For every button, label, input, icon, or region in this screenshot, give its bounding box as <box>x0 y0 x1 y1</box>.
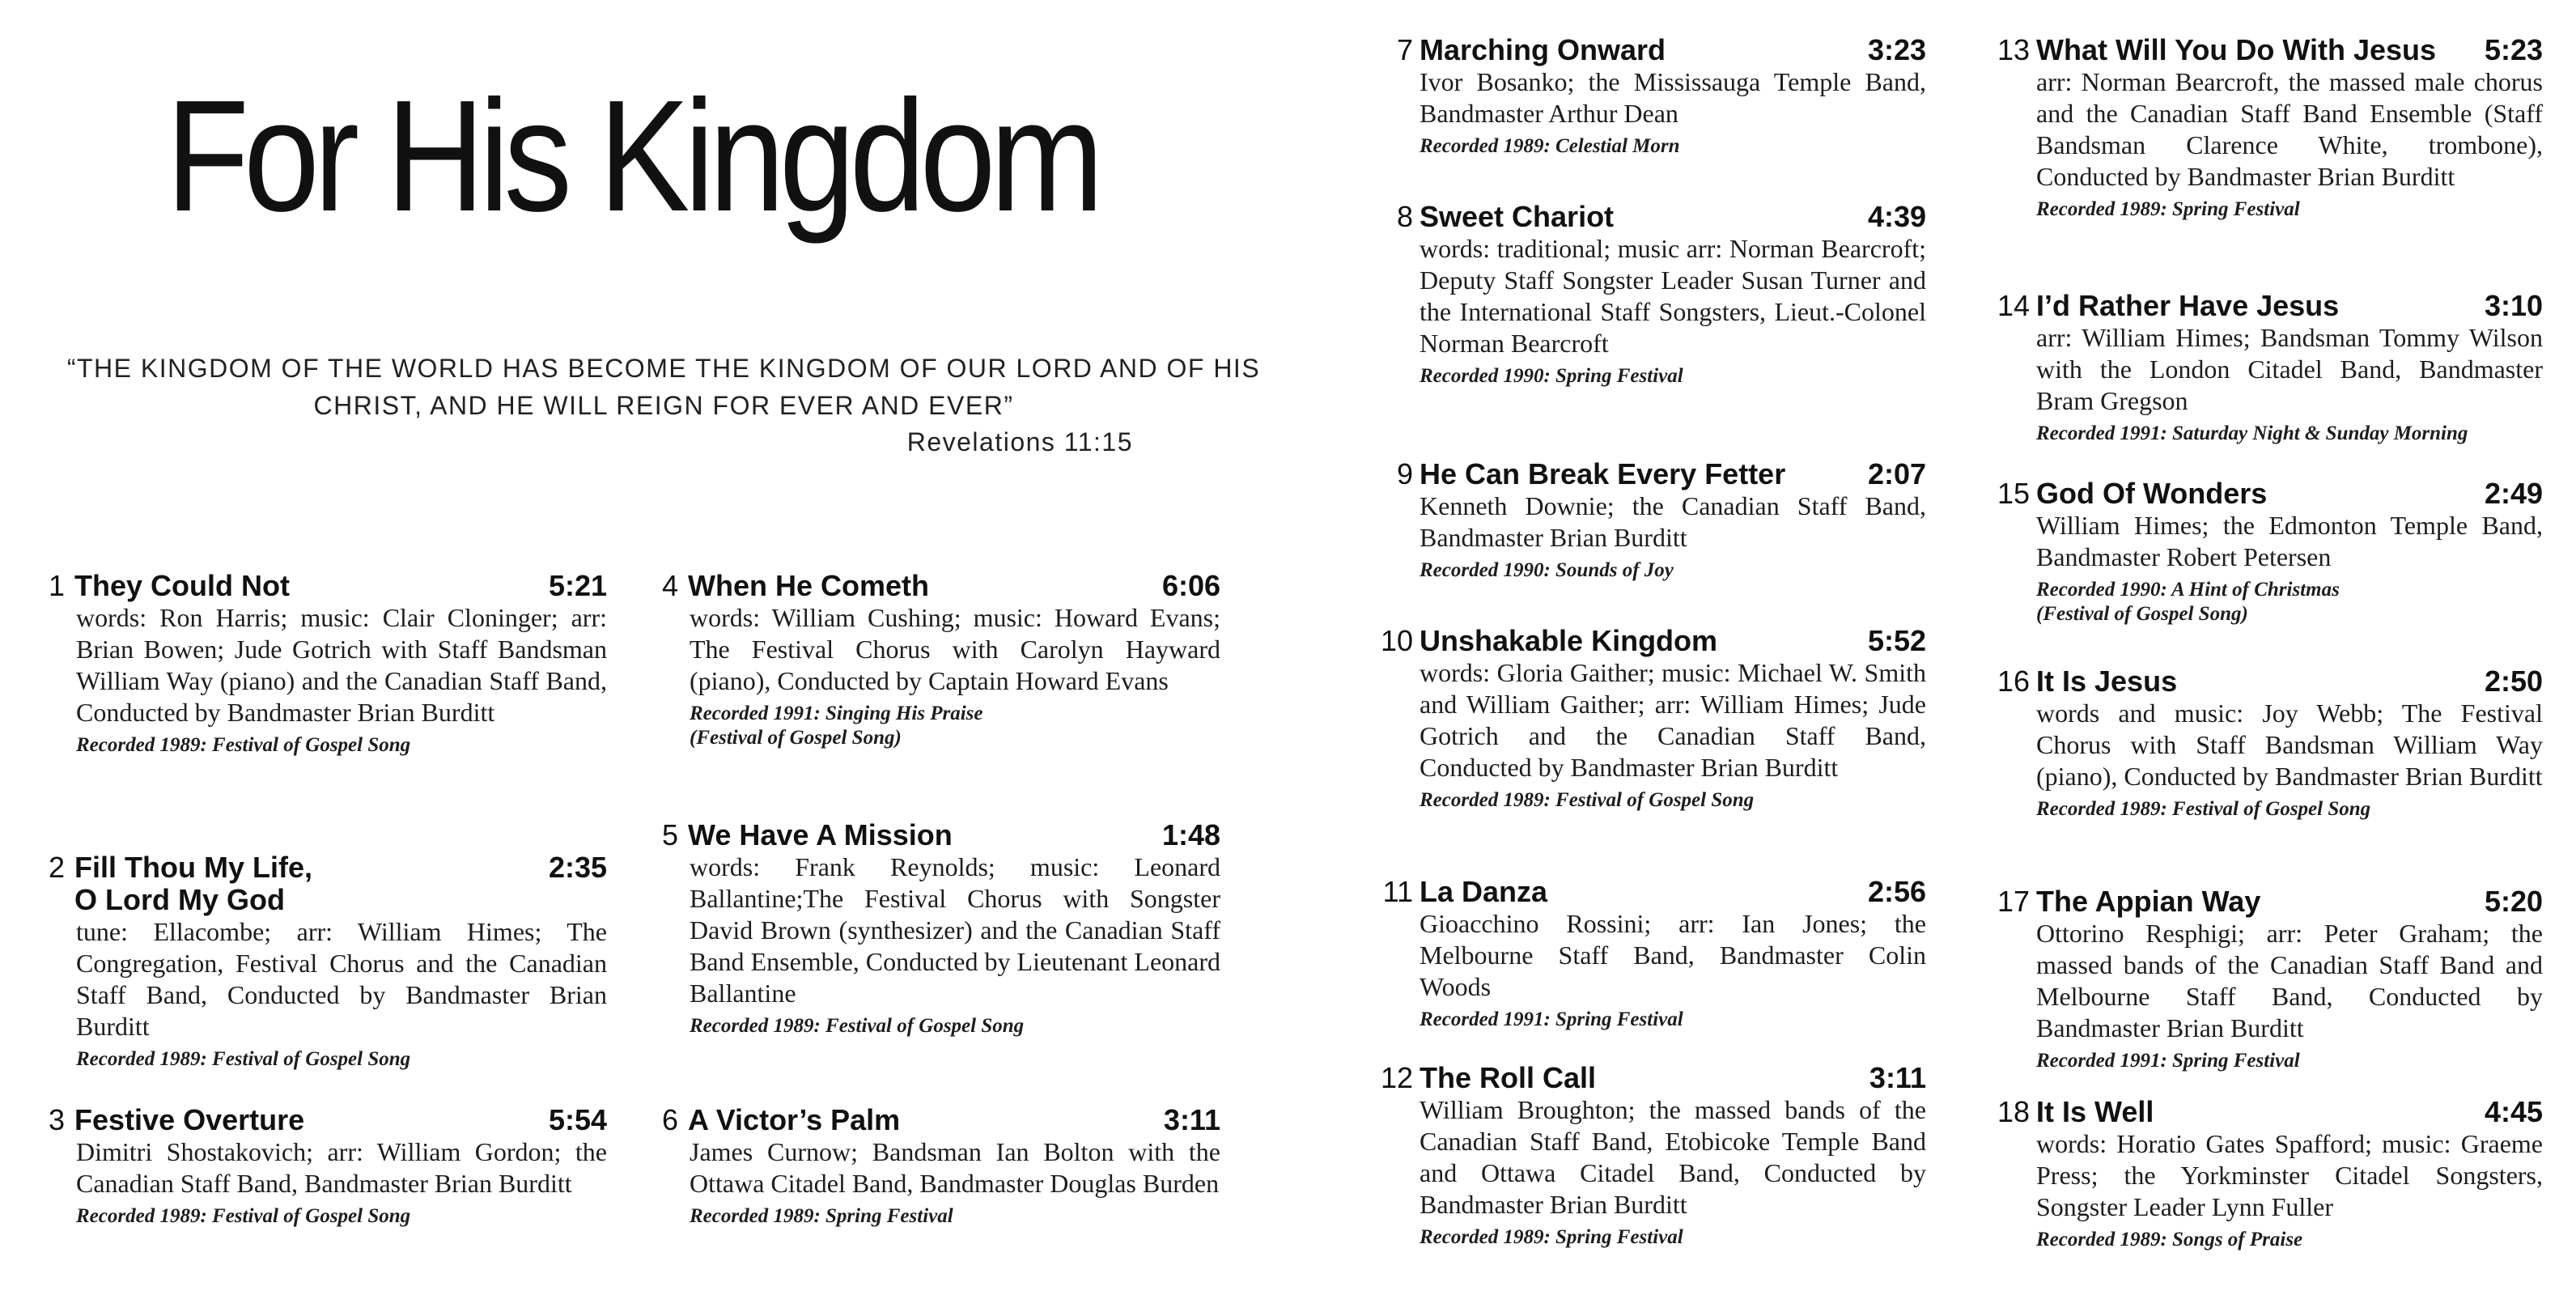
track-credits: words: Frank Reynolds; music: Leonard Ballantine;The Festival Chorus with Songster David Brown (synthesizer) and the Canadian Staff Band Ensemble, Conducted by Lieutenant Leonard Ballantine <box>690 852 1220 1008</box>
track-time: 2:56 <box>1867 875 1926 908</box>
track-title: When He Cometh <box>688 569 930 602</box>
track-1 <box>49 570 607 758</box>
track-recorded: Recorded 1991: Singing His Praise (Festival of Gospel Song) <box>690 703 983 749</box>
track-time: 4:39 <box>1867 200 1926 233</box>
track-4 <box>662 570 1220 750</box>
track-number: 11 <box>1382 875 1413 908</box>
track-number: 13 <box>1997 33 2030 66</box>
track-credits: words: traditional; music arr: Norman Bearcroft; Deputy Staff Songster Leader Susan Turner and the International Staff Songsters, Lieut.-Colonel Norman Bearcroft <box>1420 234 1926 358</box>
track-number: 16 <box>1997 664 2030 698</box>
track-8 <box>1368 201 1926 388</box>
track-number: 6 <box>662 1103 679 1136</box>
track-18 <box>1984 1096 2543 1252</box>
track-credits: Kenneth Downie; the Canadian Staff Band, Bandmaster Brian Burditt <box>1420 491 1926 552</box>
album-title: For His Kingdom <box>166 67 1099 244</box>
track-time: 2:07 <box>1867 457 1926 490</box>
track-credits: words: Gloria Gaither; music: Michael W. Smith and William Gaither; arr: William Himes; Jude Gotrich and the Canadian Staff Band, Conducted by Bandmaster Brian Burditt <box>1420 658 1926 782</box>
track-number: 18 <box>1997 1095 2030 1128</box>
track-15 <box>1984 478 2543 626</box>
track-title: The Roll Call <box>1420 1061 1597 1094</box>
track-time: 3:11 <box>1163 1103 1220 1136</box>
track-number: 9 <box>1396 457 1413 490</box>
track-time: 6:06 <box>1161 569 1220 602</box>
track-title: A Victor’s Palm <box>688 1103 901 1136</box>
track-5 <box>662 819 1220 1038</box>
track-title: It Is Well <box>2036 1095 2154 1128</box>
track-time: 5:23 <box>2484 33 2543 66</box>
track-6 <box>662 1104 1220 1229</box>
track-recorded: Recorded 1989: Spring Festival <box>2036 198 2300 220</box>
track-recorded: Recorded 1989: Festival of Gospel Song <box>1420 789 1755 811</box>
track-7 <box>1368 34 1926 159</box>
track-2 <box>49 851 607 1072</box>
track-time: 5:52 <box>1867 624 1926 657</box>
track-title: La Danza <box>1420 875 1548 908</box>
track-recorded: Recorded 1989: Festival of Gospel Song <box>690 1015 1025 1037</box>
track-credits: Dimitri Shostakovich; arr: William Gordon; the Canadian Staff Band, Bandmaster Brian Burditt <box>76 1137 607 1198</box>
track-title: It Is Jesus <box>2036 664 2178 698</box>
track-number: 1 <box>49 569 66 602</box>
track-3 <box>49 1104 607 1229</box>
track-title: Unshakable Kingdom <box>1420 624 1718 657</box>
track-number: 10 <box>1380 624 1413 657</box>
track-title: Sweet Chariot <box>1420 200 1615 233</box>
track-time: 5:21 <box>548 569 607 602</box>
track-number: 3 <box>49 1103 66 1136</box>
track-credits: William Himes; the Edmonton Temple Band, Bandmaster Robert Petersen <box>2036 511 2543 571</box>
track-14 <box>1984 290 2543 446</box>
track-credits: tune: Ellacombe; arr: William Himes; The Congregation, Festival Chorus and the Canadian Staff Band, Conducted by Bandmaster Brian Burditt <box>76 917 607 1041</box>
track-title: Fill Thou My Life, O Lord My God <box>74 851 313 916</box>
track-recorded: Recorded 1991: Saturday Night & Sunday Morning <box>2036 422 2468 444</box>
track-recorded: Recorded 1989: Festival of Gospel Song <box>2036 798 2371 820</box>
track-credits: words: William Cushing; music: Howard Evans; The Festival Chorus with Carolyn Hayward (piano), Conducted by Captain Howard Evans <box>690 603 1220 695</box>
track-title: Marching Onward <box>1420 33 1666 66</box>
track-time: 3:23 <box>1867 33 1926 66</box>
track-recorded: Recorded 1990: Sounds of Joy <box>1420 559 1674 581</box>
track-recorded: Recorded 1991: Spring Festival <box>1420 1008 1683 1030</box>
track-time: 3:11 <box>1869 1061 1926 1094</box>
track-recorded: Recorded 1989: Songs of Praise <box>2036 1229 2303 1250</box>
track-number: 17 <box>1997 885 2030 918</box>
track-time: 2:50 <box>2484 664 2543 698</box>
track-number: 2 <box>49 851 66 884</box>
track-credits: arr: William Himes; Bandsman Tommy Wilson with the London Citadel Band, Bandmaster Bram Gregson <box>2036 323 2543 415</box>
track-credits: arr: Norman Bearcroft, the massed male chorus and the Canadian Staff Band Ensemble (Staff Bandsman Clarence White, trombone), Conducted by Bandmaster Brian Burditt <box>2036 67 2543 191</box>
track-title: The Appian Way <box>2036 885 2261 918</box>
scripture-quote: “THE KINGDOM OF THE WORLD HAS BECOME THE KINGDOM OF OUR LORD AND OF HIS CHRIST, AND HE WILL REIGN FOR EVER AND EVER” <box>66 354 1261 420</box>
track-credits: words and music: Joy Webb; The Festival Chorus with Staff Bandsman William Way (piano), Conducted by Bandmaster Brian Burditt <box>2036 698 2543 791</box>
track-credits: James Curnow; Bandsman Ian Bolton with the Ottawa Citadel Band, Bandmaster Douglas Burden <box>690 1137 1220 1198</box>
track-title: He Can Break Every Fetter <box>1420 457 1786 490</box>
track-recorded: Recorded 1990: A Hint of Christmas (Festival of Gospel Song) <box>2036 579 2340 625</box>
track-recorded: Recorded 1989: Festival of Gospel Song <box>76 1205 411 1227</box>
track-credits: Gioacchino Rossini; arr: Ian Jones; the Melbourne Staff Band, Bandmaster Colin Woods <box>1420 909 1926 1001</box>
track-title: God Of Wonders <box>2036 477 2268 510</box>
track-10 <box>1368 625 1926 813</box>
track-number: 8 <box>1396 200 1413 233</box>
track-number: 14 <box>1997 289 2030 322</box>
track-credits: William Broughton; the massed bands of the Canadian Staff Band, Etobicoke Temple Band and Ottawa Citadel Band, Conducted by Bandmaster Brian Burditt <box>1420 1095 1926 1219</box>
track-time: 5:20 <box>2484 885 2543 918</box>
track-recorded: Recorded 1989: Spring Festival <box>1420 1226 1683 1248</box>
track-credits: words: Ron Harris; music: Clair Cloninger; arr: Brian Bowen; Jude Gotrich with Staff Bandsman William Way (piano) and the Canadian Staff Band, Conducted by Bandmaster Brian Burditt <box>76 603 607 727</box>
track-number: 4 <box>662 569 679 602</box>
track-recorded: Recorded 1989: Festival of Gospel Song <box>76 734 411 756</box>
track-17 <box>1984 885 2543 1073</box>
track-time: 3:10 <box>2484 289 2543 322</box>
track-12 <box>1368 1062 1926 1250</box>
track-time: 4:45 <box>2484 1095 2543 1128</box>
track-number: 5 <box>662 818 679 851</box>
track-credits: Ivor Bosanko; the Mississauga Temple Band, Bandmaster Arthur Dean <box>1420 67 1926 128</box>
track-title: I’d Rather Have Jesus <box>2036 289 2340 322</box>
track-credits: Ottorino Resphigi; arr: Peter Graham; the massed bands of the Canadian Staff Band and Melbourne Staff Band, Conducted by Bandmaster Brian Burditt <box>2036 919 2543 1042</box>
track-title: We Have A Mission <box>688 818 953 851</box>
track-11 <box>1368 876 1926 1032</box>
track-time: 1:48 <box>1161 818 1220 851</box>
track-recorded: Recorded 1989: Spring Festival <box>690 1205 953 1227</box>
track-recorded: Recorded 1989: Celestial Morn <box>1420 135 1680 157</box>
track-16 <box>1984 665 2543 822</box>
scripture-reference: Revelations 11:15 <box>906 427 1133 456</box>
track-9 <box>1368 458 1926 583</box>
track-number: 15 <box>1997 477 2030 510</box>
track-number: 12 <box>1380 1061 1413 1094</box>
track-recorded: Recorded 1991: Spring Festival <box>2036 1050 2300 1072</box>
track-recorded: Recorded 1990: Spring Festival <box>1420 365 1683 387</box>
track-title: What Will You Do With Jesus <box>2036 33 2437 66</box>
track-13 <box>1984 34 2543 222</box>
track-title: They Could Not <box>74 569 291 602</box>
track-number: 7 <box>1396 33 1413 66</box>
track-time: 5:54 <box>548 1103 607 1136</box>
track-time: 2:49 <box>2484 477 2543 510</box>
track-recorded: Recorded 1989: Festival of Gospel Song <box>76 1048 411 1070</box>
track-title: Festive Overture <box>74 1103 305 1136</box>
track-time: 2:35 <box>548 851 607 884</box>
track-credits: words: Horatio Gates Spafford; music: Graeme Press; the Yorkminster Citadel Songsters, Songster Leader Lynn Fuller <box>2036 1129 2543 1221</box>
